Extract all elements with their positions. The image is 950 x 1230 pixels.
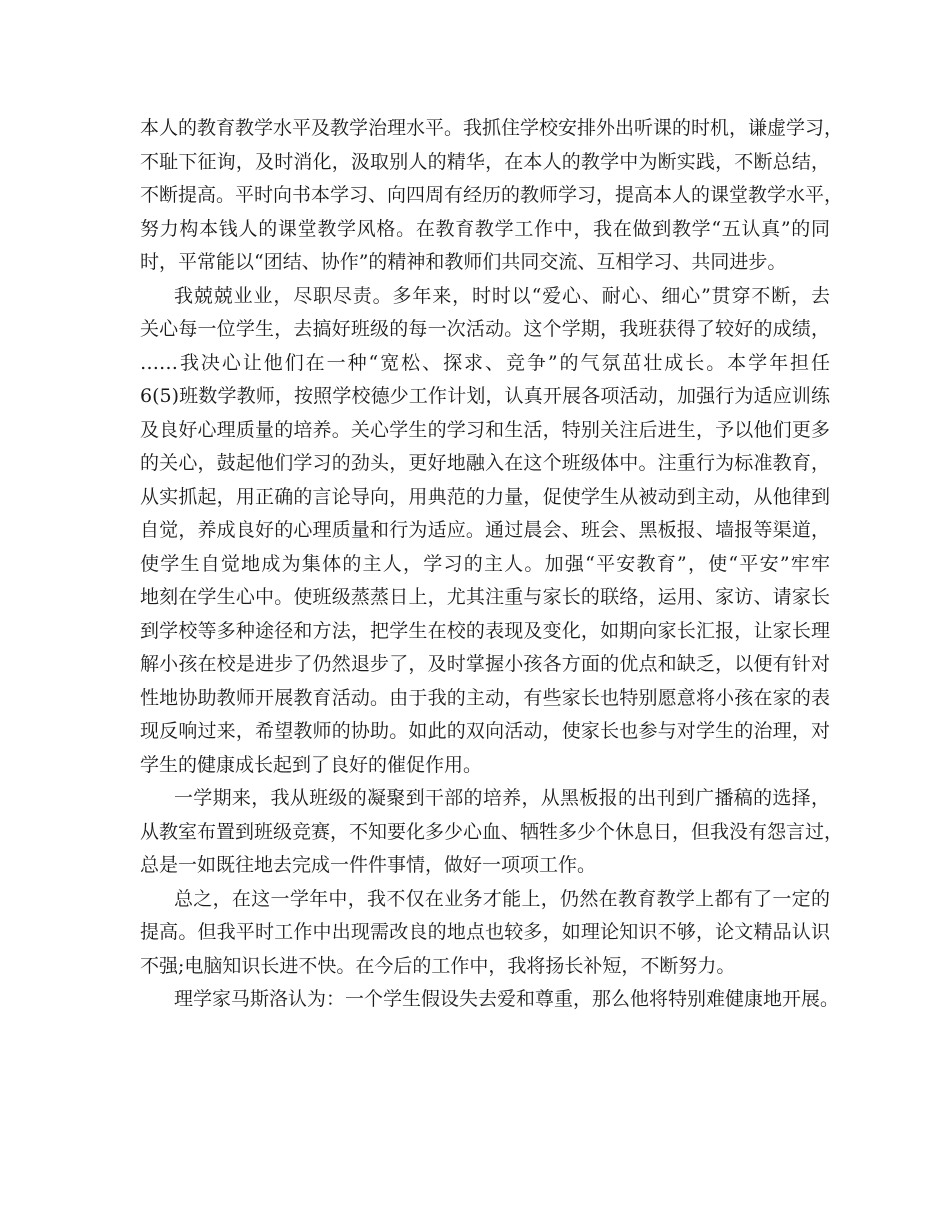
text-line: 到学校等多种途径和方法，把学生在校的表现及变化，如期向家长汇报，让家长理 — [140, 619, 830, 642]
text-line: 学生的健康成长起到了良好的催促作用。 — [140, 753, 483, 776]
paragraph — [140, 983, 840, 1017]
text-line: 提高。但我平时工作中出现需改良的地点也较多，如理论知识不够，论文精品认识 — [140, 921, 830, 943]
paragraph — [140, 280, 830, 783]
paragraph — [140, 782, 844, 883]
text-line: 本人的教育教学水平及教学治理水平。我抓住学校安排外出听课的时机，谦虚学习， — [140, 117, 844, 139]
text-line: 时，平常能以“团结、协作”的精神和教师们共同交流、互相学习、共同进步。 — [140, 251, 787, 273]
paragraph — [140, 883, 830, 984]
text-line: 性地协助教师开展教育活动。由于我的主动，有些家长也特别愿意将小孩在家的表 — [140, 686, 830, 709]
text-line: 一学期来，我从班级的凝聚到干部的培养，从黑板报的出刊到广播稿的选择， — [174, 787, 830, 809]
text-line: 总是一如既往地去完成一件件事情，做好一项项工作。 — [140, 854, 597, 876]
text-line: 地刻在学生心中。使班级蒸蒸日上，尤其注重与家长的联络，运用、家访、请家长 — [140, 586, 830, 608]
text-line: ……我决心让他们在一种“宽松、探求、竞争”的气氛茁壮成长。本学年担任 — [140, 351, 830, 374]
text-line: 使学生自觉地成为集体的主人，学习的主人。加强“平安教育”，使“平安”牢牢 — [140, 552, 830, 575]
text-line: 总之，在这一学年中，我不仅在业务才能上，仍然在教育教学上都有了一定的 — [174, 887, 830, 910]
text-line: 及良好心理质量的培养。关心学生的学习和生活，特别关注后进生，予以他们更多 — [140, 418, 830, 441]
text-line: 不断提高。平时向书本学习、向四周有经历的教师学习，提高本人的课堂教学水平， — [140, 184, 844, 206]
text-line: 自觉，养成良好的心理质量和行为适应。通过晨会、班会、黑板报、墙报等渠道， — [140, 519, 830, 541]
text-line: 从教室布置到班级竞赛，不知要化多少心血、牺牲多少个休息日，但我没有怨言过， — [140, 820, 844, 843]
text-line: 关心每一位学生，去搞好班级的每一次活动。这个学期，我班获得了较好的成绩， — [140, 318, 830, 340]
text-line: 不强;电脑知识长进不快。在今后的工作中，我将扬长补短，不断努力。 — [140, 954, 736, 977]
paragraph — [140, 112, 844, 280]
text-line: 的关心，鼓起他们学习的劲头，更好地融入在这个班级体中。注重行为标准教育， — [140, 452, 830, 474]
document-body — [140, 112, 844, 1017]
text-line: 从实抓起，用正确的言论导向，用典范的力量，促使学生从被动到主动，从他律到 — [140, 485, 830, 508]
text-line: 努力构本钱人的课堂教学风格。在教育教学工作中，我在做到教学“五认真”的同 — [140, 217, 830, 240]
text-line: 现反响过来，希望教师的协助。如此的双向活动，使家长也参与对学生的治理，对 — [140, 720, 830, 742]
text-line: 6(5)班数学教师，按照学校德少工作计划，认真开展各项活动，加强行为适应训练 — [140, 385, 830, 407]
text-line: 解小孩在校是进步了仍然退步了，及时掌握小孩各方面的优点和缺乏，以便有针对 — [140, 653, 830, 675]
text-line: 我兢兢业业，尽职尽责。多年来，时时以“爱心、耐心、细心”贯穿不断，去 — [174, 284, 830, 307]
text-line: 理学家马斯洛认为：一个学生假设失去爱和尊重，那么他将特别难健康地开展。 — [174, 988, 840, 1010]
text-line: 不耻下征询，及时消化，汲取别人的精华，在本人的教学中为断实践，不断总结， — [140, 150, 830, 173]
